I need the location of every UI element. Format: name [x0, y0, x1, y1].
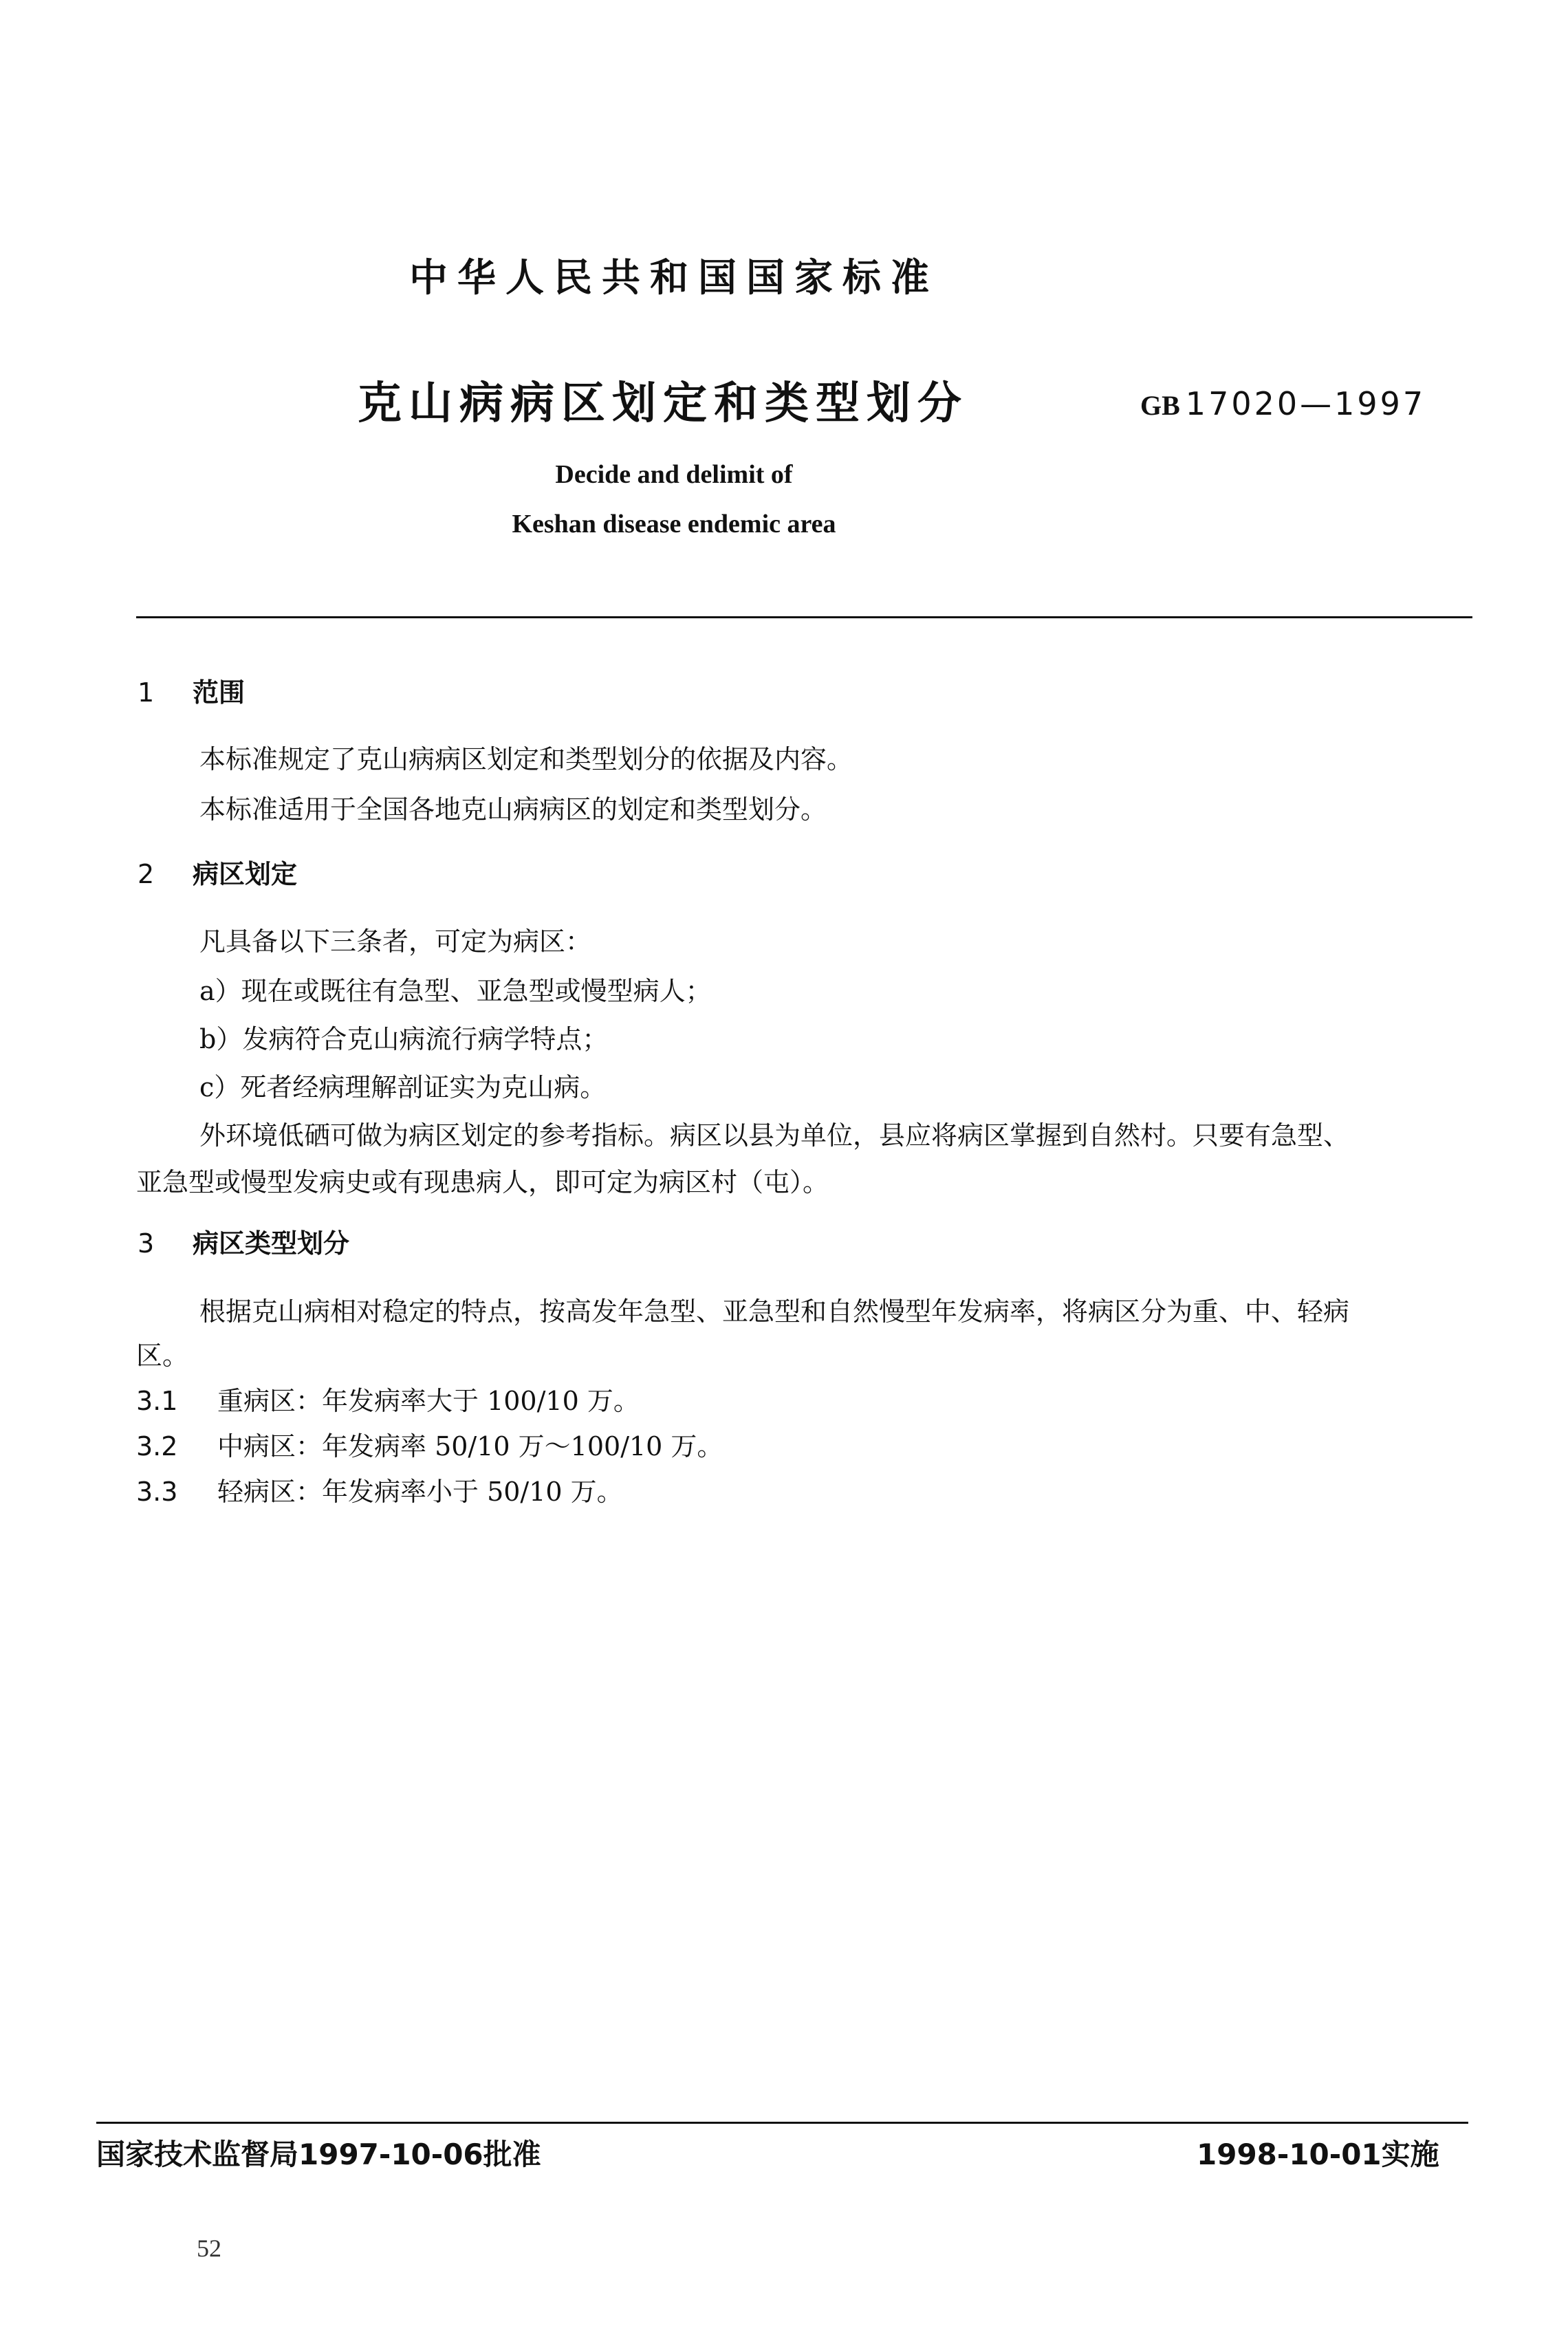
standard-code-number: 17020—1997: [1185, 385, 1426, 422]
approval-statement: 国家技术监督局1997-10-06批准: [96, 2138, 541, 2171]
section-3-heading: [138, 1222, 349, 1260]
section-1-number: 1: [138, 677, 155, 708]
section-1-title: 范围: [193, 677, 246, 708]
section-3-title: 病区类型划分: [193, 1228, 350, 1259]
clause-3-3: [136, 1470, 623, 1508]
section-2-item-c: c）死者经病理解剖证实为克山病。: [199, 1072, 607, 1102]
clause-3-2-text: 中病区：年发病率 50/10 万～100/10 万。: [217, 1431, 723, 1461]
section-3-paragraph-line1: 根据克山病相对稳定的特点，按高发年急型、亚急型和自然慢型年发病率，将病区分为重、中、轻病: [199, 1296, 1350, 1327]
english-title-line1: Decide and delimit of: [555, 460, 793, 489]
section-2-paragraph-line1: 外环境低硒可做为病区划定的参考指标。病区以县为单位，县应将病区掌握到自然村。只要有急型、: [199, 1120, 1350, 1151]
standard-code-prefix: GB: [1140, 390, 1180, 421]
clause-3-3-text: 轻病区：年发病率小于 50/10 万。: [217, 1477, 623, 1507]
header-divider: [136, 616, 1472, 618]
english-title-line2: Keshan disease endemic area: [512, 510, 836, 539]
clause-3-3-number: 3.3: [136, 1477, 178, 1507]
clause-3-1-text: 重病区：年发病率大于 100/10 万。: [217, 1386, 640, 1416]
footer-divider: [96, 2122, 1468, 2124]
clause-3-2: [136, 1425, 723, 1463]
section-3-paragraph-line2: 区。: [136, 1340, 189, 1371]
section-2-item-a: a）现在或既往有急型、亚急型或慢型病人；: [199, 976, 712, 1006]
clause-3-2-number: 3.2: [136, 1431, 178, 1461]
section-2-number: 2: [138, 859, 155, 889]
section-1-heading: [138, 671, 245, 709]
implementation-date: 1998-10-01实施: [1197, 2138, 1439, 2171]
section-1-paragraph-1: 本标准规定了克山病病区划定和类型划分的依据及内容。: [199, 744, 853, 774]
page-number: 52: [197, 2235, 221, 2262]
standard-code: [1140, 385, 1426, 422]
national-standard-heading: 中华人民共和国国家标准: [409, 256, 939, 301]
section-2-item-b: b）发病符合克山病流行病学特点；: [199, 1024, 609, 1054]
clause-3-1: [136, 1380, 640, 1417]
section-2-intro: 凡具备以下三条者，可定为病区：: [199, 926, 592, 957]
section-2-title: 病区划定: [193, 859, 298, 889]
document-title: 克山病病区划定和类型划分: [358, 378, 968, 429]
section-2-heading: [138, 853, 297, 891]
section-3-number: 3: [138, 1228, 155, 1259]
section-2-paragraph-line2: 亚急型或慢型发病史或有现患病人，即可定为病区村（屯）。: [136, 1167, 829, 1197]
section-1-paragraph-2: 本标准适用于全国各地克山病病区的划定和类型划分。: [199, 794, 827, 825]
clause-3-1-number: 3.1: [136, 1386, 178, 1416]
